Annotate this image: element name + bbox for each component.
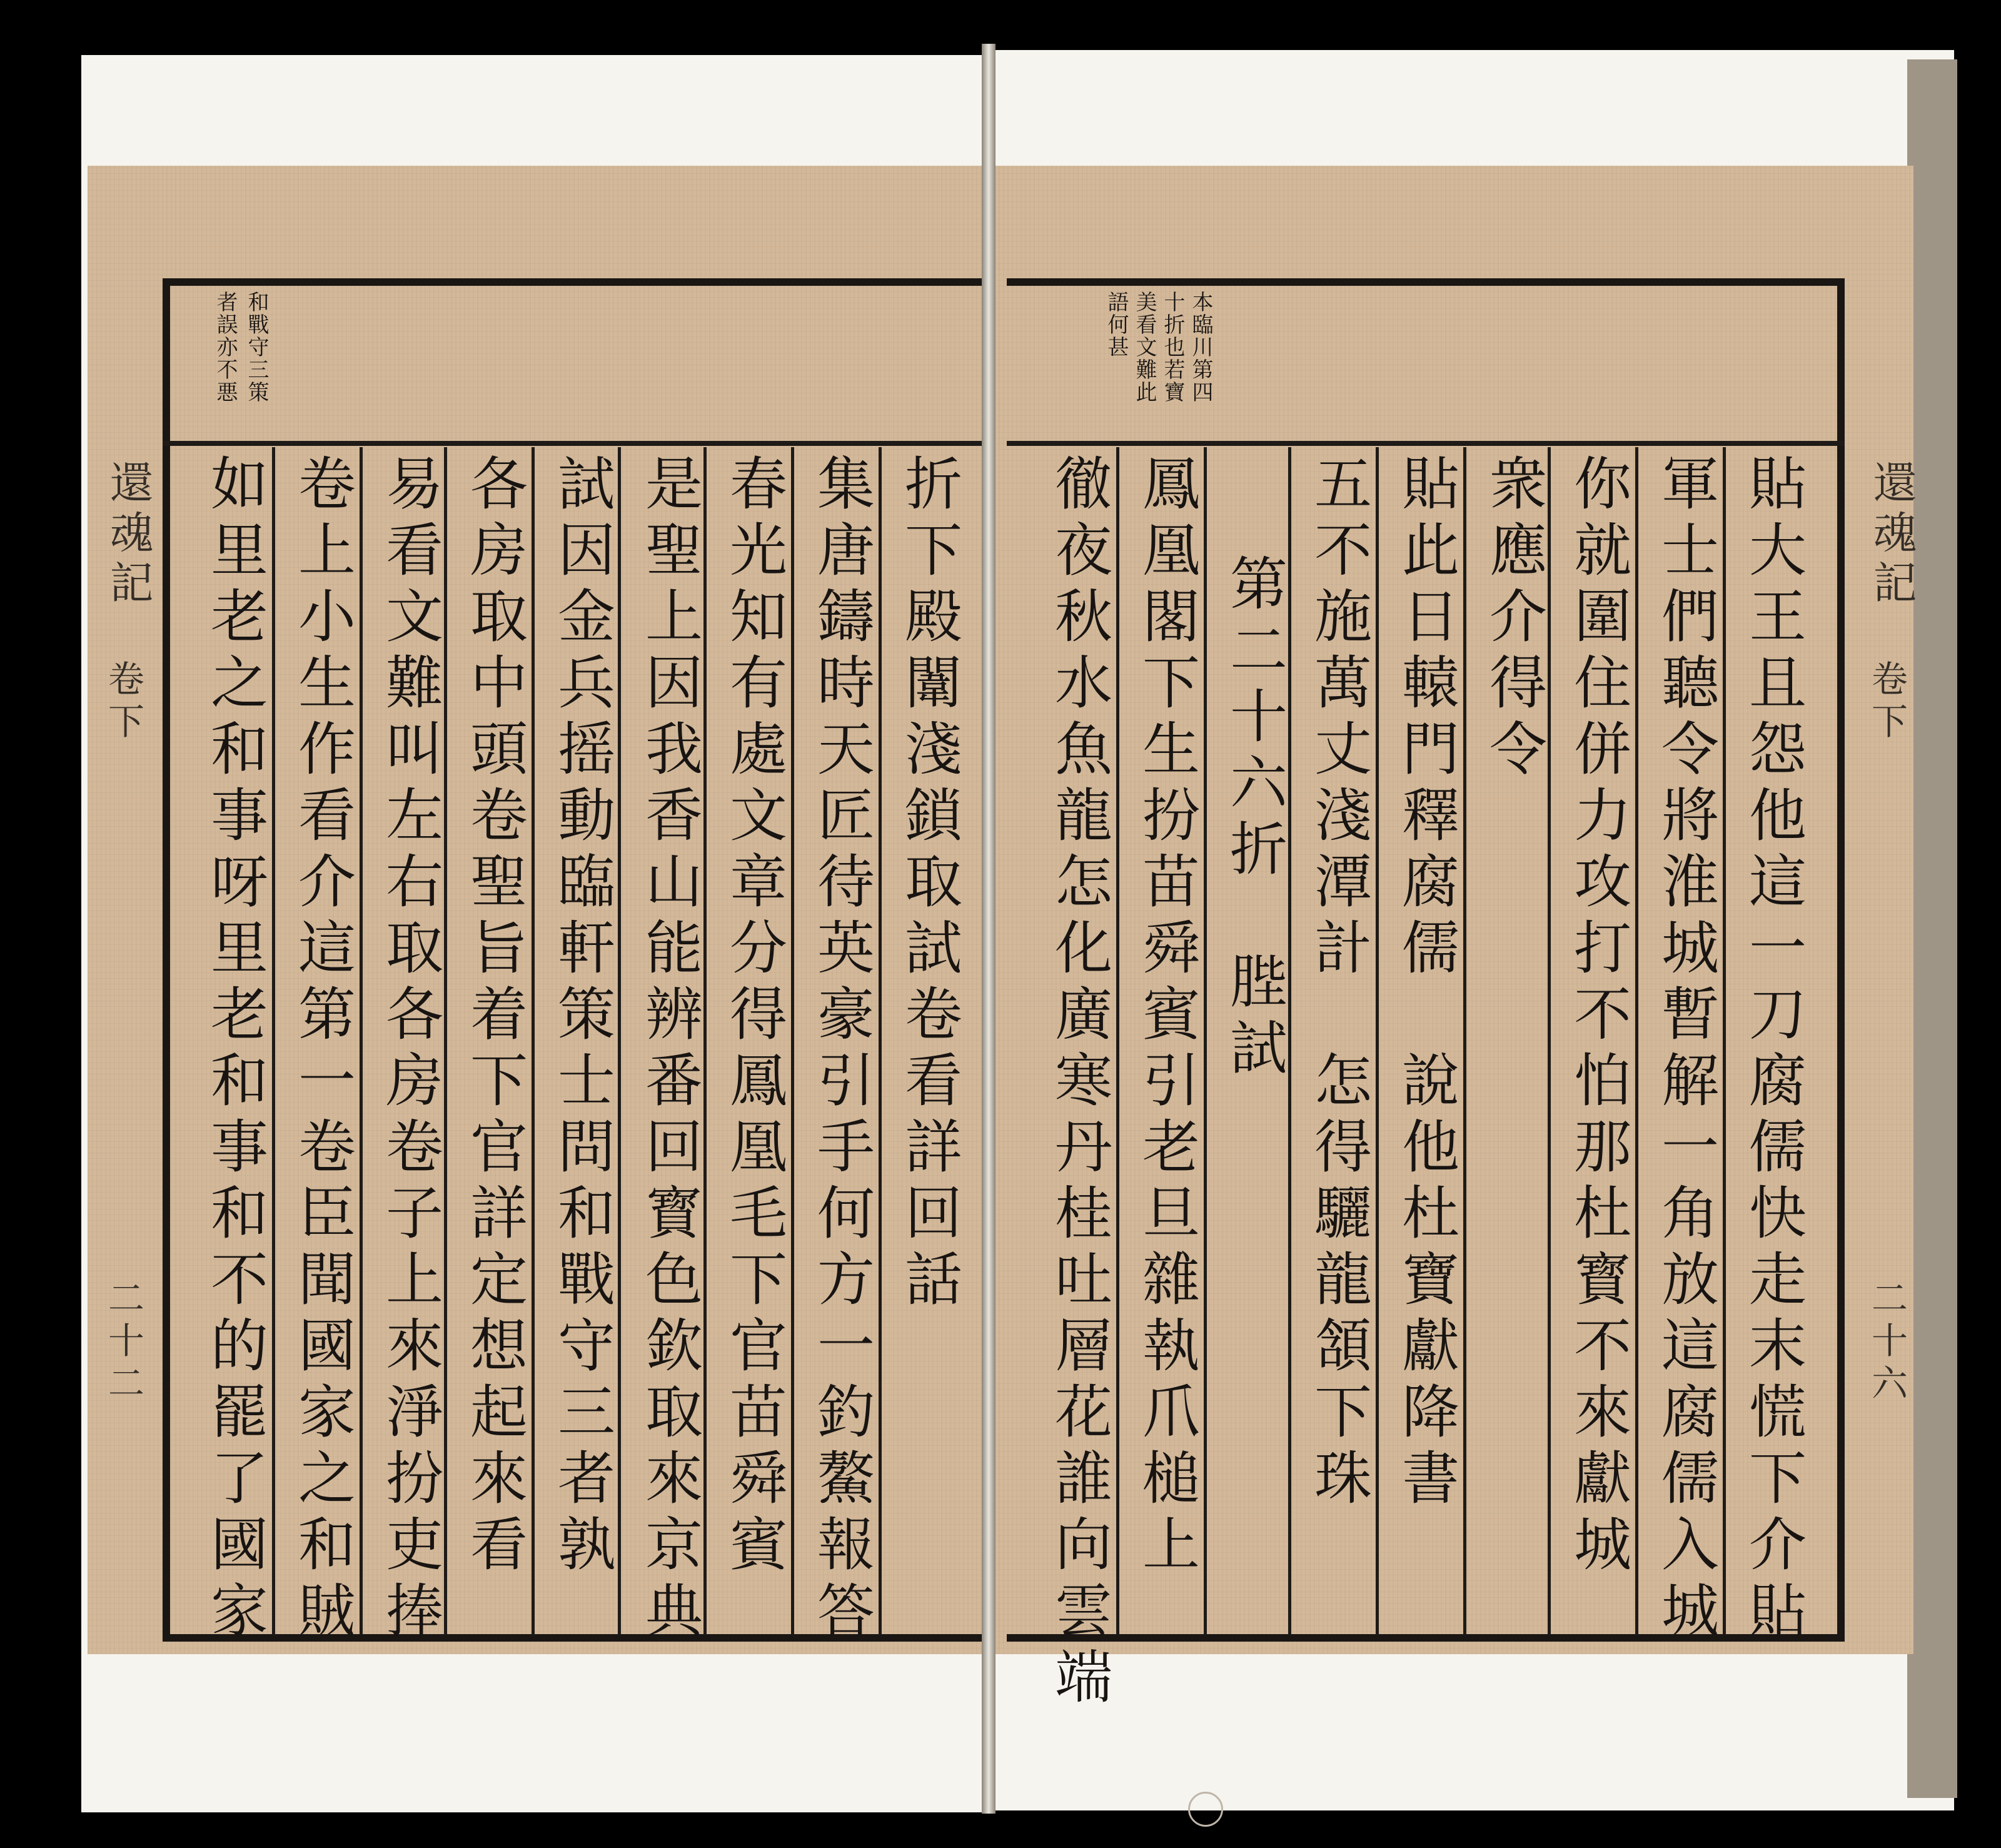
right-page-edges [1907, 59, 1957, 1798]
right-col-1: 貼大王且怨他這一刀腐儒快走末慌下介貼 [1740, 453, 1807, 1647]
right-rule [1204, 447, 1207, 1635]
left-head-note-2: 者誤亦不悪 [213, 291, 238, 403]
right-col-4: 衆應介得令 [1480, 453, 1547, 785]
left-rule [360, 447, 363, 1635]
right-col-2: 軍士們聽令將淮城暫解一角放這腐儒入城 [1652, 453, 1719, 1647]
left-col-4: 是聖上因我香山能辨番回寳色欽取來京典 [636, 453, 703, 1647]
left-col-8: 卷上小生作看介這第一卷臣聞國家之和賊 [289, 453, 356, 1647]
right-head-note-3: 美看文難此 [1132, 291, 1157, 403]
left-rule [703, 447, 707, 1635]
left-head-note-1: 和戰守三策 [244, 291, 269, 403]
left-margin-volume: 卷下 [102, 660, 144, 745]
left-margin-title: 還魂記 [103, 460, 154, 610]
right-col-9: 徹夜秋水魚龍怎化廣寒丹桂吐層花誰向雲端 [1046, 453, 1112, 1713]
left-col-6: 各房取中頭卷聖旨着下官詳定想起來看 [461, 453, 528, 1580]
left-col-7: 易看文難叫左右取各房卷子上來淨扮吏捧 [376, 453, 443, 1647]
right-rule [1548, 447, 1551, 1635]
right-col-6: 五不施萬丈淺潭計 怎得驪龍頷下珠 [1305, 453, 1372, 1514]
right-col-8: 鳳凰閣下生扮苗舜賓引老旦雜執爪槌上 [1133, 453, 1200, 1580]
library-seal-icon [1188, 1792, 1223, 1827]
left-rule [532, 447, 535, 1635]
right-col-3: 你就圍住併力攻打不怕那杜寳不來獻城 [1565, 453, 1631, 1580]
right-margin-title: 還魂記 [1866, 460, 1917, 610]
left-col-9: 如里老之和事呀里老和事和不的罷了國家 [201, 453, 268, 1647]
book-gutter [982, 44, 995, 1814]
left-rule [272, 447, 275, 1635]
left-header-rule [163, 441, 1057, 446]
right-margin-page: 二十六 [1865, 1279, 1908, 1406]
right-rule [1635, 447, 1638, 1635]
left-col-5: 試因金兵摇動臨軒策士問和戰守三者孰 [548, 453, 615, 1580]
right-col-5: 貼此日轅門釋腐儒 說他杜寶獻降書 [1393, 453, 1459, 1514]
right-rule [1463, 447, 1466, 1635]
right-rule [1288, 447, 1291, 1635]
left-col-1: 折下殿闈淺鎖取試卷看詳回話 [895, 453, 962, 1315]
right-header-rule [1007, 441, 1845, 446]
right-col-7: 第二十六折 䏶試 [1221, 553, 1288, 1084]
right-head-note-4: 語何甚 [1104, 291, 1129, 358]
left-page [88, 166, 982, 1654]
right-rule [1116, 447, 1119, 1635]
left-rule [791, 447, 794, 1635]
right-page [994, 166, 1917, 1713]
right-head-note-1: 本臨川第四 [1188, 291, 1213, 403]
left-rule [618, 447, 621, 1635]
left-col-3: 春光知有處文章分得鳳凰毛下官苗舜賓 [720, 453, 787, 1580]
left-col-2: 集唐鑄時天匠待英豪引手何方一釣鰲報答 [808, 453, 875, 1647]
right-head-note-2: 十折也若寶 [1160, 291, 1185, 403]
left-margin-page: 二十二 [102, 1279, 144, 1406]
left-rule [444, 447, 447, 1635]
left-rule [879, 447, 882, 1635]
right-margin-volume: 卷下 [1865, 660, 1908, 745]
right-rule [1376, 447, 1379, 1635]
right-rule [1723, 447, 1726, 1635]
